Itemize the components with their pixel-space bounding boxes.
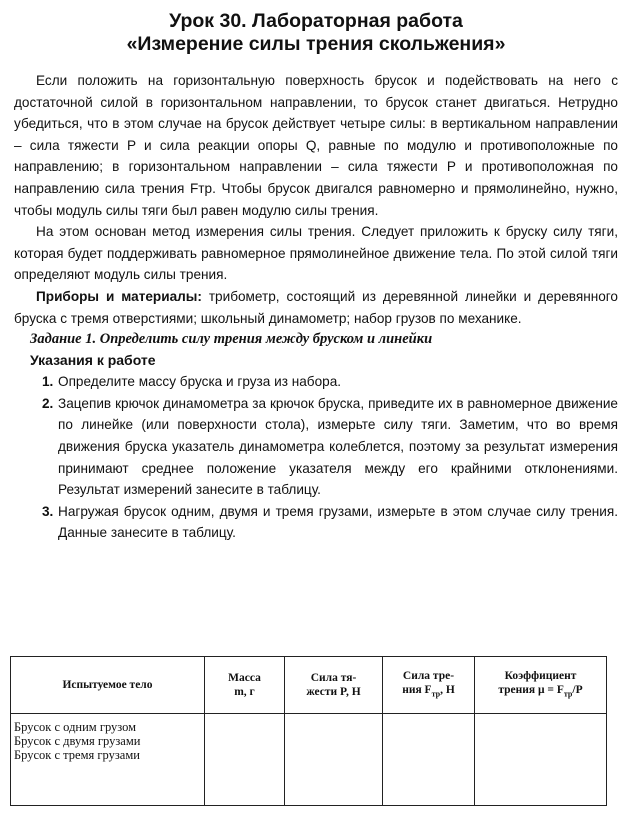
instructions-list: [14, 371, 618, 544]
row-label: Брусок с тремя грузами: [14, 748, 140, 762]
lesson-title: [14, 10, 618, 56]
step-text: Нагружая брусок одним, двумя и тремя грузами, измерьте в этом случае силу трения. Данные занесите в таблицу.: [58, 503, 618, 541]
intro-paragraph-1: Если положить на горизонтальную поверхность брусок и подействовать на него с достаточной силой в горизонтальном направлении, то брусок станет двигаться. Нетрудно убедиться, что в этом случае на брусок действует четыре силы: в вертикальном направлении – сила тяжести P и сила реакции опоры Q, равные по модулю и противоположные по направлению; в горизонтальном направлении – сила тяжести P и противоположная по направлению сила трения Fтр. Чтобы брусок двигался равномерно и прямолинейно, нужно, чтобы модуль силы тяги был равен модулю силы трения.: [14, 73, 618, 218]
cell-friction-coefficient: [475, 714, 607, 806]
header-body: Испытуемое тело: [11, 657, 205, 714]
instruction-step: [14, 371, 618, 393]
cell-body: [11, 714, 205, 806]
step-text: Определите массу бруска и груза из набора.: [58, 374, 342, 390]
header-friction-force: Сила тре- ния $F_{тр}$, Н: [383, 657, 475, 714]
table-header-row: [11, 657, 607, 714]
header-mass: Масса m, г: [205, 657, 285, 714]
step-number: 3.: [42, 503, 54, 519]
step-text: Зацепив крючок динамометра за крючок бруска, приведите их в равномерное движение по линейке (или поверхности стола), измерьте силу тяги. Заметим, что во время движения бруска указатель динамометра колеблется, поэтому за результат измерения принимают среднее положение указателя между его крайними отклонениями. Результат измерений занесите в таблицу.: [58, 395, 618, 498]
instruction-step: [14, 501, 618, 544]
instruction-step: [14, 393, 618, 501]
cell-mass: [205, 714, 285, 806]
row-label: Брусок с одним грузом: [14, 720, 137, 734]
header-friction-coefficient: Коэффициент трения $\mu = F_{тр}/P$: [475, 657, 607, 714]
task-heading: Задание 1. Определить силу трения между бруском и линейки: [30, 331, 433, 348]
materials-text: трибометр, состоящий из деревянной линейки и деревянного бруска с тремя отверстиями; школьный динамометр; набор грузов по механике.: [14, 288, 618, 326]
step-number: 1.: [42, 374, 54, 390]
row-label: Брусок с двумя грузами: [14, 734, 141, 748]
header-gravity: Сила тя- жести P, Н: [285, 657, 383, 714]
lesson-title-line-2: «Измерение силы трения скольжения»: [126, 33, 506, 55]
instructions-heading: Указания к работе: [30, 352, 156, 369]
cell-gravity: [285, 714, 383, 806]
intro-paragraph-2: На этом основан метод измерения силы трения. Следует приложить к бруску силу тяги, которая будет поддерживать равномерное прямолинейное движение тела. По этой силой тяги определяют модуль силы трения.: [14, 224, 618, 283]
materials-label: Приборы и материалы:: [36, 288, 202, 304]
materials-paragraph: [14, 286, 618, 329]
cell-friction-force: [383, 714, 475, 806]
table-row: [11, 714, 607, 806]
step-number: 2.: [42, 395, 54, 411]
lesson-page: [14, 10, 618, 544]
lesson-title-line-1: Урок 30. Лабораторная работа: [169, 10, 463, 32]
results-table: [10, 656, 607, 806]
